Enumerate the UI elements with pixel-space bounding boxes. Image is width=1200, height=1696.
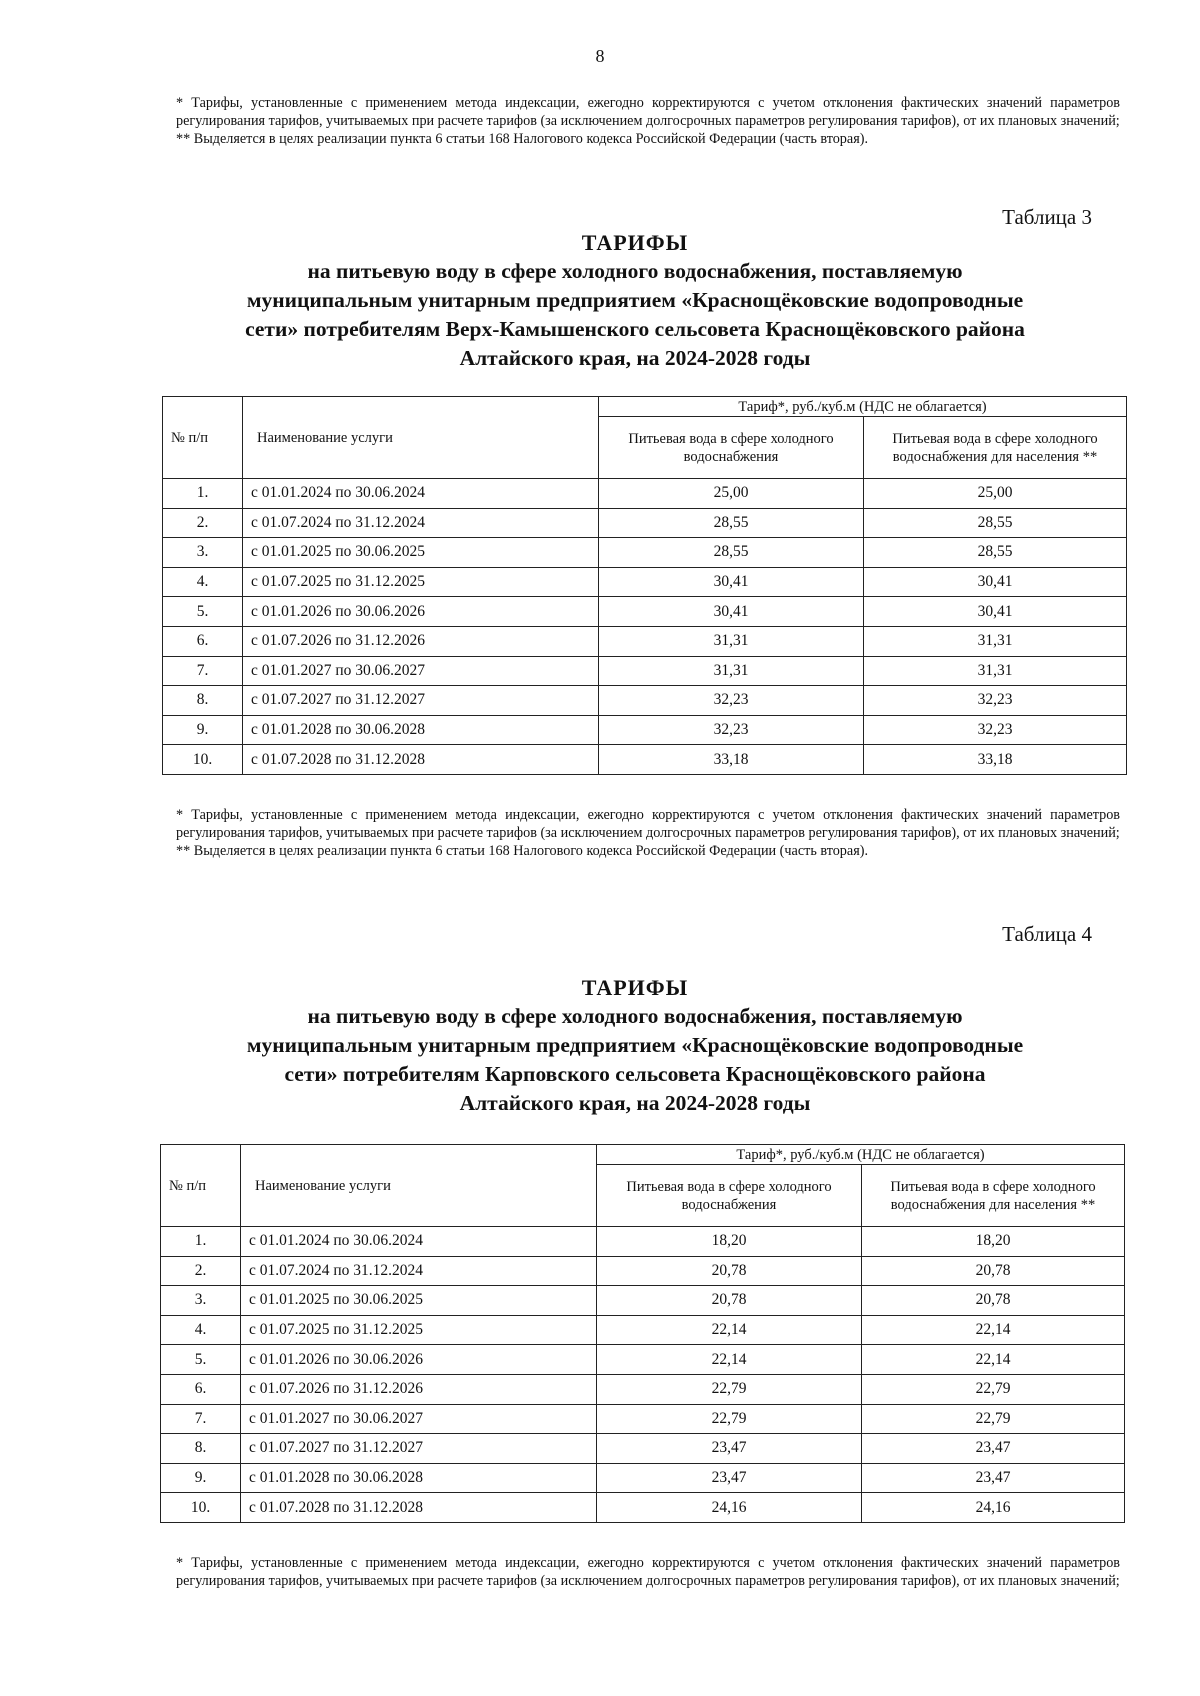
table3-title-main: ТАРИФЫ: [581, 230, 689, 255]
header-num: № п/п: [161, 1145, 241, 1227]
row-period: с 01.01.2024 по 30.06.2024: [243, 479, 599, 509]
row-value-population: 33,18: [864, 745, 1127, 775]
table3-footnotes: [176, 806, 1120, 860]
table-row: [161, 1404, 1125, 1434]
table4-title-line: муниципальным унитарным предприятием «Краснощёковские водопроводные: [246, 1033, 1024, 1057]
row-number: 1.: [161, 1227, 241, 1257]
table-row: [161, 1256, 1125, 1286]
row-period: с 01.07.2027 по 31.12.2027: [241, 1434, 597, 1464]
row-period: с 01.01.2025 по 30.06.2025: [243, 538, 599, 568]
table4-title-main: ТАРИФЫ: [581, 975, 689, 1000]
row-value-drinking-water: 33,18: [599, 745, 864, 775]
row-value-population: 30,41: [864, 567, 1127, 597]
row-value-drinking-water: 30,41: [599, 567, 864, 597]
table-row: [163, 686, 1127, 716]
row-value-drinking-water: 32,23: [599, 715, 864, 745]
row-number: 10.: [163, 745, 243, 775]
table-row: [163, 715, 1127, 745]
row-number: 3.: [161, 1286, 241, 1316]
header-num: № п/п: [163, 397, 243, 479]
row-value-drinking-water: 28,55: [599, 508, 864, 538]
row-period: с 01.07.2026 по 31.12.2026: [241, 1374, 597, 1404]
header-col1: Питьевая вода в сфере холодного водоснабжения: [597, 1165, 862, 1227]
table3-title: [150, 228, 1120, 373]
row-period: с 01.07.2026 по 31.12.2026: [243, 626, 599, 656]
row-value-population: 23,47: [862, 1434, 1125, 1464]
footnote-double-star: ** Выделяется в целях реализации пункта 6 статьи 168 Налогового кодекса Российской Федерации (часть вторая).: [176, 843, 868, 859]
header-col2: Питьевая вода в сфере холодного водоснабжения для населения **: [864, 417, 1127, 479]
row-number: 2.: [161, 1256, 241, 1286]
row-value-population: 31,31: [864, 656, 1127, 686]
row-value-population: 22,79: [862, 1404, 1125, 1434]
row-value-population: 22,79: [862, 1374, 1125, 1404]
top-footnotes: [176, 94, 1120, 148]
row-period: с 01.07.2025 по 31.12.2025: [241, 1315, 597, 1345]
table3-label: Таблица 3: [1002, 205, 1092, 229]
row-number: 7.: [163, 656, 243, 686]
header-name: Наименование услуги: [241, 1145, 597, 1227]
row-value-drinking-water: 25,00: [599, 479, 864, 509]
table-row: [161, 1227, 1125, 1257]
row-number: 3.: [163, 538, 243, 568]
row-value-drinking-water: 18,20: [597, 1227, 862, 1257]
row-value-population: 20,78: [862, 1256, 1125, 1286]
row-value-drinking-water: 20,78: [597, 1256, 862, 1286]
row-period: с 01.07.2028 по 31.12.2028: [243, 745, 599, 775]
row-value-drinking-water: 31,31: [599, 626, 864, 656]
row-period: с 01.07.2024 по 31.12.2024: [243, 508, 599, 538]
footnote-star: * Тарифы, установленные с применением метода индексации, ежегодно корректируются с учетом отклонения фактических значений параметров регулирования тарифов, учитываемых при расчете тарифов (за исключением долгосрочных параметров регулирования тарифов), от их плановых значений;: [176, 1555, 1120, 1589]
row-value-drinking-water: 22,79: [597, 1374, 862, 1404]
row-number: 5.: [163, 597, 243, 627]
table-row: [161, 1345, 1125, 1375]
row-value-population: 30,41: [864, 597, 1127, 627]
row-value-drinking-water: 32,23: [599, 686, 864, 716]
table4-title-line: сети» потребителям Карповского сельсовета Краснощёковского района: [284, 1062, 986, 1086]
footnote-star: * Тарифы, установленные с применением метода индексации, ежегодно корректируются с учетом отклонения фактических значений параметров регулирования тарифов, учитываемых при расчете тарифов (за исключением долгосрочных параметров регулирования тарифов), от их плановых значений;: [176, 807, 1120, 841]
header-col1: Питьевая вода в сфере холодного водоснабжения: [599, 417, 864, 479]
row-number: 9.: [161, 1463, 241, 1493]
table-row: [161, 1463, 1125, 1493]
row-value-drinking-water: 20,78: [597, 1286, 862, 1316]
table3-title-line: на питьевую воду в сфере холодного водоснабжения, поставляемую: [307, 259, 963, 283]
table-row: [163, 745, 1127, 775]
table3-title-line: Алтайского края, на 2024-2028 годы: [459, 346, 811, 370]
row-value-population: 22,14: [862, 1345, 1125, 1375]
row-value-drinking-water: 22,79: [597, 1404, 862, 1434]
row-number: 7.: [161, 1404, 241, 1434]
table-row: [161, 1286, 1125, 1316]
table4: [160, 1144, 1125, 1523]
row-period: с 01.01.2024 по 30.06.2024: [241, 1227, 597, 1257]
header-col2: Питьевая вода в сфере холодного водоснабжения для населения **: [862, 1165, 1125, 1227]
row-value-population: 23,47: [862, 1463, 1125, 1493]
row-value-drinking-water: 22,14: [597, 1315, 862, 1345]
row-number: 10.: [161, 1493, 241, 1523]
row-value-population: 32,23: [864, 715, 1127, 745]
row-number: 8.: [161, 1434, 241, 1464]
row-value-population: 22,14: [862, 1315, 1125, 1345]
row-value-population: 18,20: [862, 1227, 1125, 1257]
row-value-population: 31,31: [864, 626, 1127, 656]
row-value-drinking-water: 31,31: [599, 656, 864, 686]
table-row: [163, 656, 1127, 686]
row-value-drinking-water: 23,47: [597, 1463, 862, 1493]
header-tariff: Тариф*, руб./куб.м (НДС не облагается): [597, 1145, 1125, 1165]
table4-title-line: Алтайского края, на 2024-2028 годы: [459, 1091, 811, 1115]
header-name: Наименование услуги: [243, 397, 599, 479]
row-period: с 01.07.2027 по 31.12.2027: [243, 686, 599, 716]
row-value-drinking-water: 28,55: [599, 538, 864, 568]
table-row: [161, 1493, 1125, 1523]
table3-title-line: сети» потребителям Верх-Камышенского сельсовета Краснощёковского района: [245, 317, 1025, 341]
table4-title-line: на питьевую воду в сфере холодного водоснабжения, поставляемую: [307, 1004, 963, 1028]
footnote-double-star: ** Выделяется в целях реализации пункта 6 статьи 168 Налогового кодекса Российской Федерации (часть вторая).: [176, 131, 868, 147]
row-number: 2.: [163, 508, 243, 538]
row-period: с 01.01.2026 по 30.06.2026: [243, 597, 599, 627]
row-number: 9.: [163, 715, 243, 745]
page-number: 8: [595, 46, 605, 66]
table3: [162, 396, 1127, 775]
row-period: с 01.01.2027 по 30.06.2027: [243, 656, 599, 686]
row-number: 5.: [161, 1345, 241, 1375]
table4-footnotes: [176, 1554, 1120, 1590]
row-value-drinking-water: 30,41: [599, 597, 864, 627]
row-number: 1.: [163, 479, 243, 509]
footnote-star: * Тарифы, установленные с применением метода индексации, ежегодно корректируются с учетом отклонения фактических значений параметров регулирования тарифов, учитываемых при расчете тарифов (за исключением долгосрочных параметров регулирования тарифов), от их плановых значений;: [176, 95, 1120, 129]
table-row: [163, 538, 1127, 568]
row-period: с 01.01.2028 по 30.06.2028: [243, 715, 599, 745]
row-value-population: 28,55: [864, 538, 1127, 568]
table-row: [163, 597, 1127, 627]
row-value-population: 32,23: [864, 686, 1127, 716]
table4-label: Таблица 4: [1002, 922, 1092, 946]
row-number: 8.: [163, 686, 243, 716]
row-value-drinking-water: 23,47: [597, 1434, 862, 1464]
row-period: с 01.01.2027 по 30.06.2027: [241, 1404, 597, 1434]
row-period: с 01.07.2024 по 31.12.2024: [241, 1256, 597, 1286]
table-row: [161, 1434, 1125, 1464]
table-row: [163, 479, 1127, 509]
row-period: с 01.01.2026 по 30.06.2026: [241, 1345, 597, 1375]
table-row: [163, 508, 1127, 538]
table-row: [163, 567, 1127, 597]
row-value-population: 24,16: [862, 1493, 1125, 1523]
table-row: [161, 1315, 1125, 1345]
row-value-drinking-water: 22,14: [597, 1345, 862, 1375]
row-value-population: 20,78: [862, 1286, 1125, 1316]
row-number: 4.: [161, 1315, 241, 1345]
row-period: с 01.01.2028 по 30.06.2028: [241, 1463, 597, 1493]
row-number: 6.: [163, 626, 243, 656]
row-period: с 01.07.2025 по 31.12.2025: [243, 567, 599, 597]
row-number: 4.: [163, 567, 243, 597]
row-value-population: 25,00: [864, 479, 1127, 509]
row-number: 6.: [161, 1374, 241, 1404]
table-row: [161, 1374, 1125, 1404]
header-tariff: Тариф*, руб./куб.м (НДС не облагается): [599, 397, 1127, 417]
row-value-drinking-water: 24,16: [597, 1493, 862, 1523]
row-period: с 01.07.2028 по 31.12.2028: [241, 1493, 597, 1523]
table4-title: [150, 973, 1120, 1118]
table3-title-line: муниципальным унитарным предприятием «Краснощёковские водопроводные: [246, 288, 1024, 312]
row-value-population: 28,55: [864, 508, 1127, 538]
table-row: [163, 626, 1127, 656]
row-period: с 01.01.2025 по 30.06.2025: [241, 1286, 597, 1316]
